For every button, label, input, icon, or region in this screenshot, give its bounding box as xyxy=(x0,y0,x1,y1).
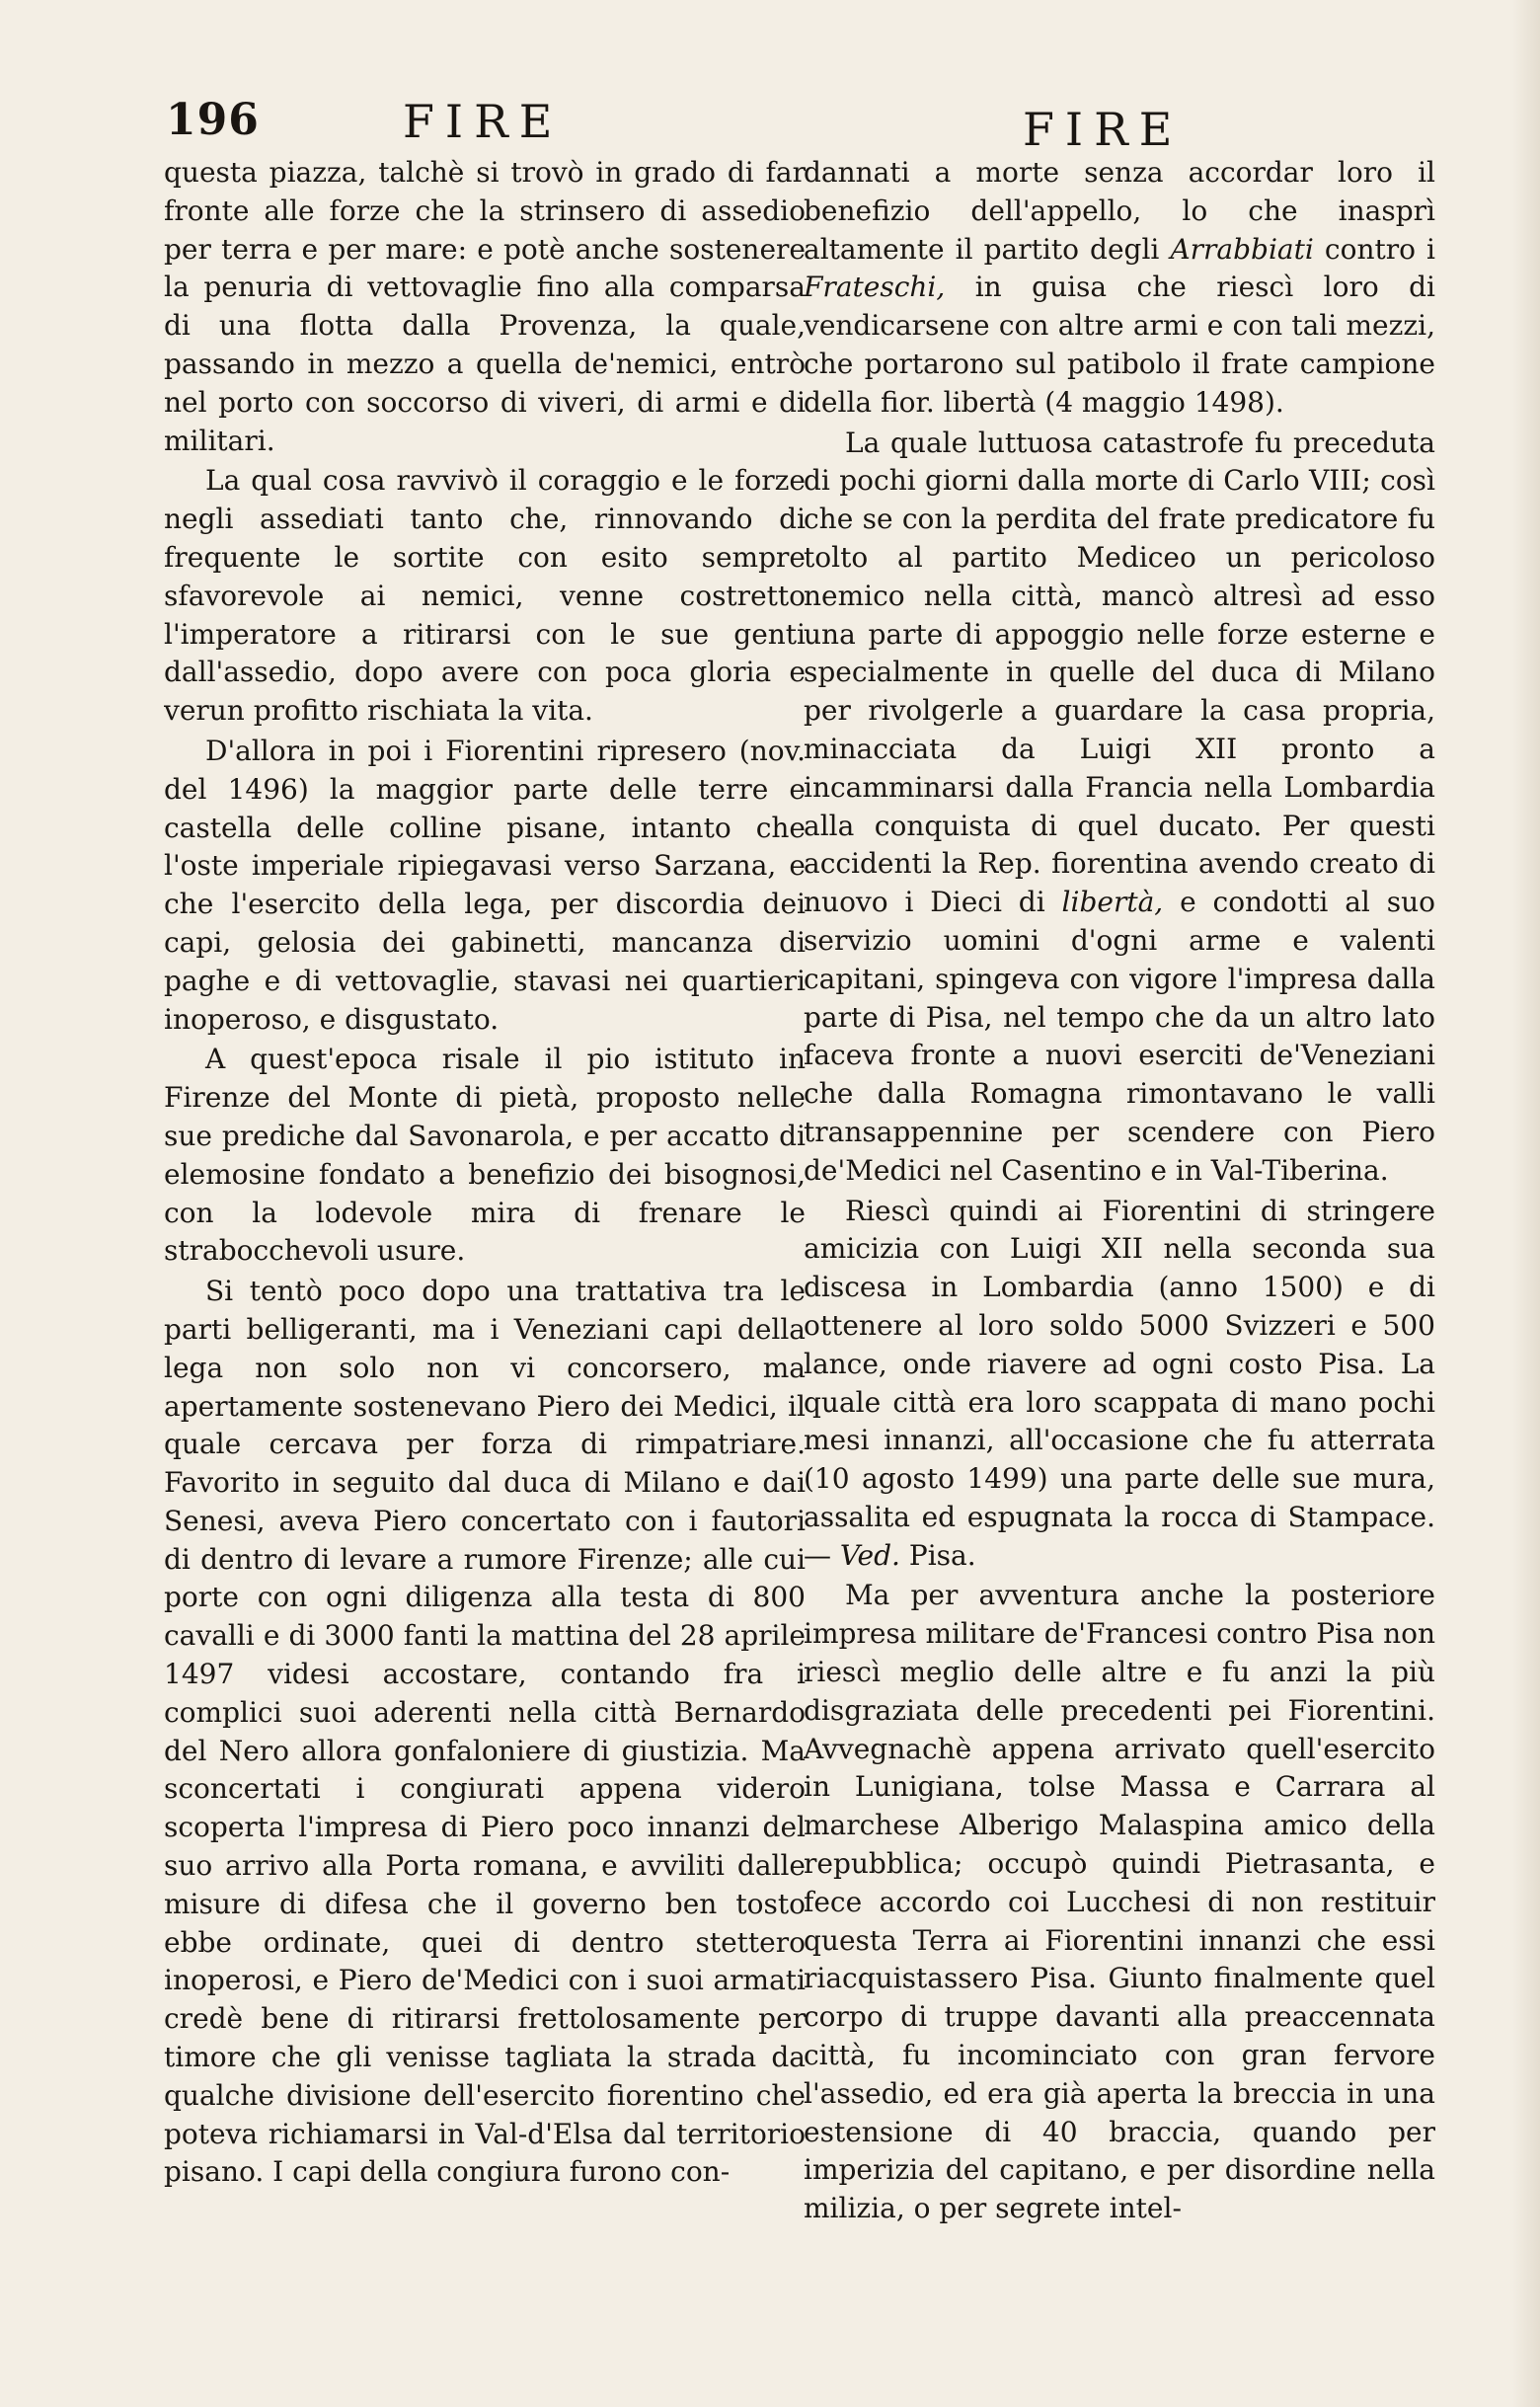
left-paragraph-4: A quest'epoca risale il pio istituto in Firenze del Monte di pietà, proposto nelle sue prediche dal Savonarola, e per accatto di elemosine fondato a benefizio dei bisognosi, con la lodevole mira di frenare le strabocchevoli usure. xyxy=(164,1043,806,1268)
right-paragraph-3 xyxy=(804,1193,1435,1576)
running-head-right: FIRE xyxy=(1023,103,1184,156)
page-header xyxy=(0,95,1540,154)
text-run: dannati a morte senza accordar loro il benefizio dell'appello, lo che inasprì altamente il partito degli xyxy=(804,156,1435,266)
cross-reference-pisa: Pisa. xyxy=(899,1538,976,1572)
right-column xyxy=(804,154,1435,2375)
left-paragraph-1: questa piazza, talchè si trovò in grado di far fronte alle forze che la strinsero di assedio per terra e per mare: e potè anche sostenere la penuria di vettovaglie fino alla comparsa di una flotta dalla Provenza, la quale, passando in mezzo a quella de'nemici, entrò nel porto con soccorso di viveri, di armi e di militari. xyxy=(164,156,806,457)
right-paragraph-1 xyxy=(804,154,1435,423)
right-paragraph-4: Ma per avventura anche la posteriore impresa militare de'Francesi contro Pisa non riescì meglio delle altre e fu anzi la più disgraziata delle precedenti pei Fiorentini. Avvegnachè appena arrivato quell'esercito in Lunigiana, tolse Massa e Carrara al marchese Alberigo Malaspina amico della repubblica; occupò quindi Pietrasanta, e fece accordo coi Lucchesi di non restituir questa Terra ai Fiorentini innanzi che essi riacquistassero Pisa. Giunto finalmente quel corpo di truppe davanti alla preaccennata città, fu incominciato con gran fervore l'assedio, ed era già aperta la breccia in una estensione di 40 braccia, quando per imperizia del capitano, e per disordine nella milizia, o per segrete intel- xyxy=(804,1579,1435,2225)
text-run: e condotti al suo servizio uomini d'ogni arme e valenti capitani, spingeva con vigore l'impresa dalla parte di Pisa, nel tempo che da un altro lato faceva fronte a nuovi eserciti de'Veneziani che dalla Romagna rimontavano le valli transappennine per scendere con Piero de'Medici nel Casentino e in Val-Tiberina. xyxy=(804,886,1435,1187)
left-paragraph-5: Si tentò poco dopo una trattativa tra le parti belligeranti, ma i Veneziani capi della lega non solo non vi concorsero, ma apertamente sostenevano Piero dei Medici, il quale cercava per forza di rimpatriare. Favorito in seguito dal duca di Milano e dai Senesi, aveva Piero concertato con i fautori di dentro di levare a rumore Firenze; alle cui porte con ogni diligenza alla testa di 800 cavalli e di 3000 fanti la mattina del 28 aprile 1497 videsi accostare, contando fra i complici suoi aderenti nella città Bernardo del Nero allora gonfaloniere di giustizia. Ma sconcertati i congiurati appena videro scoperta l'impresa di Piero poco innanzi del suo arrivo alla Porta romana, e avviliti dalle misure di difesa che il governo ben tosto ebbe ordinate, quei di dentro stettero inoperosi, e Piero de'Medici con i suoi armati credè bene di ritirarsi frettolosamente per timore che gli venisse tagliata la strada da qualche divisione dell'esercito fiorentino che poteva richiamarsi in Val-d'Elsa dal territorio pisano. I capi della congiura furono con- xyxy=(164,1275,806,2189)
running-head-left: FIRE xyxy=(403,95,564,148)
italic-term-arrabbiati: Arrabbiati xyxy=(1170,232,1314,266)
text-run: Riescì quindi ai Fiorentini di stringere amicizia con Luigi XII nella seconda sua discesa in Lombardia (anno 1500) e di ottenere al loro soldo 5000 Svizzeri e 500 lance, onde riavere ad ogni costo Pisa. La quale città era loro scappata di mano pochi mesi innanzi, all'occasione che fu atterrata (10 agosto 1499) una parte delle sue mura, assalita ed espugnata la rocca di Stampace. — xyxy=(804,1194,1435,1572)
right-paragraph-2 xyxy=(804,425,1435,1191)
left-paragraph-2: La qual cosa ravvivò il coraggio e le forze negli assediati tanto che, rinnovando di frequente le sortite con esito sempre sfavorevole ai nemici, venne costretto l'imperatore a ritirarsi con le sue genti dall'assedio, dopo avere con poca gloria e verun profitto rischiata la vita. xyxy=(164,464,806,728)
left-column xyxy=(164,154,806,2375)
text-run: La quale luttuosa catastrofe fu preceduta di pochi giorni dalla morte di Carlo VIII; così che se con la perdita del frate predicatore fu tolto al partito Mediceo un pericoloso nemico nella città, mancò altresì ad esso una parte di appoggio nelle forze esterne e specialmente in quelle del duca di Milano per rivolgerle a guardare la casa propria, minacciata da Luigi XII pronto a incamminarsi dalla Francia nella Lombardia alla conquista di quel ducato. Per questi accidenti la Rep. fiorentina avendo creato di nuovo i Dieci di xyxy=(804,426,1435,919)
text-run: contro i xyxy=(1313,232,1435,266)
italic-cross-reference-ved: Ved. xyxy=(839,1538,900,1572)
page-number: 196 xyxy=(166,95,260,145)
page-gutter-shadow xyxy=(1512,0,1540,2407)
italic-term-frateschi: Frateschi, xyxy=(804,271,946,304)
left-paragraph-3: D'allora in poi i Fiorentini ripresero (nov. del 1496) la maggior parte delle terre e castella delle colline pisane, intanto che l'oste imperiale ripiegavasi verso Sarzana, e che l'esercito della lega, per discordia dei capi, gelosia dei gabinetti, mancanza di paghe e di vettovaglie, stavasi nei quartieri inoperoso, e disgustato. xyxy=(164,734,806,1036)
italic-term-liberta: libertà, xyxy=(1061,886,1164,919)
text-run: in guisa che riescì loro di vendicarsene con altre armi e con tali mezzi, che portarono sul patibolo il frate campione della fior. libertà (4 maggio 1498). xyxy=(804,271,1435,419)
